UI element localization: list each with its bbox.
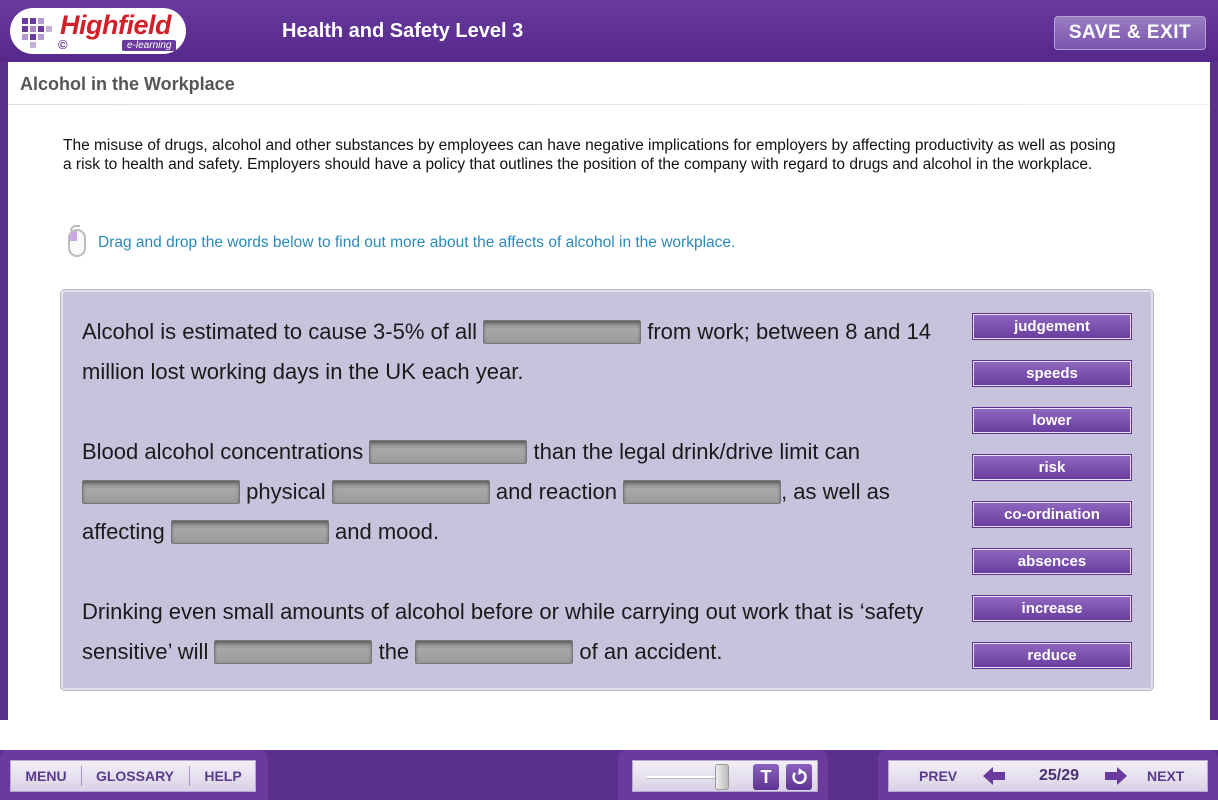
drag-drop-activity bbox=[61, 290, 1153, 690]
word-tile-speeds[interactable]: speeds bbox=[973, 361, 1131, 386]
drop-zone-3[interactable] bbox=[82, 480, 240, 504]
logo-text: Highfield bbox=[60, 10, 171, 40]
word-tile-risk[interactable]: risk bbox=[973, 455, 1131, 480]
sentence-2: Blood alcohol concentrations than the legal drink/drive limit can physical and reaction , as well as affecting and mood. bbox=[82, 439, 890, 544]
help-button[interactable]: HELP bbox=[204, 768, 242, 784]
instruction-text: Drag and drop the words below to find out more about the affects of alcohol in the workplace. bbox=[98, 234, 736, 251]
word-tile-judgement[interactable]: judgement bbox=[973, 314, 1131, 339]
drop-zone-4[interactable] bbox=[332, 480, 490, 504]
word-tile-co-ordination[interactable]: co-ordination bbox=[973, 502, 1131, 527]
title-divider bbox=[8, 104, 1210, 105]
drop-zone-8[interactable] bbox=[415, 640, 573, 664]
word-tile-increase[interactable]: increase bbox=[973, 596, 1131, 621]
logo-copyright: © bbox=[58, 37, 68, 52]
save-exit-button[interactable]: SAVE & EXIT bbox=[1054, 16, 1206, 50]
sentence-3: Drinking even small amounts of alcohol before or while carrying out work that is ‘safety sensitive’ will the of an accident. bbox=[82, 599, 924, 664]
text-toggle-button[interactable]: T bbox=[753, 764, 779, 790]
course-title: Health and Safety Level 3 bbox=[282, 20, 524, 42]
logo-grid-icon bbox=[22, 18, 58, 46]
right-nav bbox=[888, 760, 1208, 792]
replay-button[interactable] bbox=[786, 764, 812, 790]
drop-zone-6[interactable] bbox=[171, 520, 329, 544]
page-counter: 25/29 bbox=[1038, 767, 1080, 784]
drop-zone-1[interactable] bbox=[483, 320, 641, 344]
next-button[interactable]: NEXT bbox=[1101, 761, 1211, 791]
prev-button[interactable]: PREV bbox=[905, 761, 1015, 791]
highfield-logo bbox=[10, 8, 186, 54]
drop-zone-7[interactable] bbox=[214, 640, 372, 664]
word-tile-lower[interactable]: lower bbox=[973, 408, 1131, 433]
glossary-button[interactable]: GLOSSARY bbox=[95, 768, 175, 784]
page-title: Alcohol in the Workplace bbox=[20, 74, 235, 94]
menu-button[interactable]: MENU bbox=[25, 768, 67, 784]
replay-icon bbox=[786, 764, 812, 790]
sentence-1: Alcohol is estimated to cause 3-5% of all from work; between 8 and 14 million lost working days in the UK each year. bbox=[82, 319, 931, 384]
word-tile-absences[interactable]: absences bbox=[973, 549, 1131, 574]
logo-subtitle: e-learning bbox=[122, 40, 176, 51]
arrow-right-icon bbox=[1105, 767, 1127, 785]
arrow-left-icon bbox=[983, 767, 1005, 785]
volume-slider-thumb[interactable] bbox=[715, 764, 729, 790]
left-nav bbox=[10, 760, 256, 792]
footer-bar bbox=[0, 720, 1218, 800]
intro-text: The misuse of drugs, alcohol and other substances by employees can have negative implications for employers by affecting productivity as well as posing a risk to health and safety. Employers should have a policy that outlines the position of the company with regard to drugs and alcohol in the workplace. bbox=[63, 137, 1116, 173]
header-bar bbox=[0, 0, 1218, 62]
content-panel bbox=[8, 62, 1210, 720]
drop-zone-2[interactable] bbox=[369, 440, 527, 464]
drop-zone-5[interactable] bbox=[623, 480, 781, 504]
word-tile-reduce[interactable]: reduce bbox=[973, 643, 1131, 668]
center-tools bbox=[632, 760, 818, 792]
mouse-icon bbox=[66, 225, 90, 259]
